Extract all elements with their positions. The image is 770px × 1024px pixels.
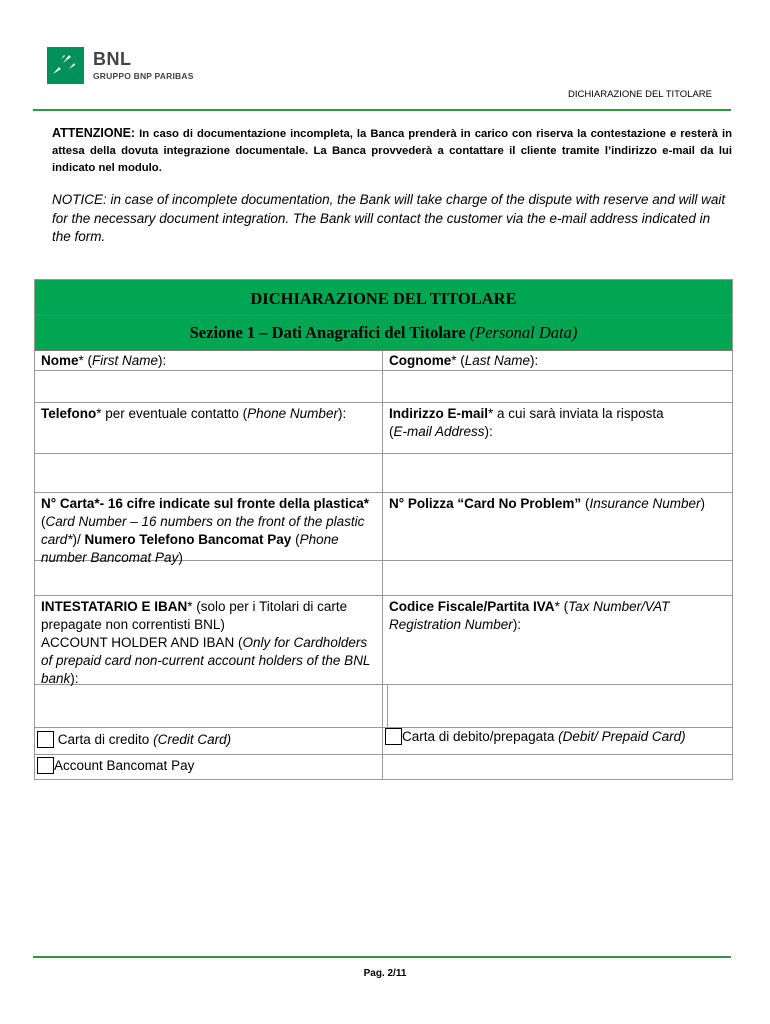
credit-card-checkbox[interactable]	[37, 731, 54, 748]
brand-name: BNL	[93, 49, 132, 69]
attention-label: ATTENZIONE:	[52, 126, 136, 140]
section-title-text: Sezione 1 – Dati Anagrafici del Titolare	[189, 323, 466, 342]
phone-input[interactable]	[35, 454, 383, 492]
bancomat-pay-checkbox[interactable]	[37, 757, 54, 774]
section-title	[35, 316, 732, 351]
iban-input[interactable]	[35, 685, 383, 727]
tax-number-input[interactable]	[387, 685, 732, 727]
email-input[interactable]	[383, 454, 732, 492]
insurance-number-label: N° Polizza “Card No Problem” (Insurance Number)	[389, 496, 705, 511]
empty-cell	[383, 755, 732, 779]
attention-text: In caso di documentazione incompleta, la Banca prenderà in carico con riserva la contestazione e resterà in attesa della dovuta integrazione documentale. La Banca provvederà a contattare il cliente tramite l’indirizzo e-mail da lui indicato nel modulo.	[52, 128, 732, 174]
card-number-label: N° Carta*- 16 cifre indicate sul fronte della plastica* (Card Number – 16 numbers on the front of the plastic card*)/ Numero Telefono Bancomat Pay (Phone number Bancomat Pay)	[35, 493, 383, 560]
email-label: Indirizzo E-mail* a cui sarà inviata la risposta (E-mail Address):	[389, 406, 664, 439]
card-number-input[interactable]	[35, 561, 383, 595]
bnl-logo-icon	[47, 47, 84, 84]
iban-label: INTESTATARIO E IBAN* (solo per i Titolari di carte prepagate non correntisti BNL) ACCOUNT HOLDER AND IBAN (Only for Cardholders of prepaid card non-current account holders of the BNL bank):	[35, 596, 383, 684]
credit-card-option: Carta di credito (Credit Card)	[35, 728, 383, 754]
section-subtitle: (Personal Data)	[469, 323, 578, 342]
last-name-label: Cognome* (Last Name):	[389, 353, 539, 368]
form-title: DICHIARAZIONE DEL TITOLARE	[35, 280, 732, 316]
insurance-number-input[interactable]	[383, 561, 732, 595]
first-name-input[interactable]	[35, 371, 383, 402]
holder-declaration-form	[34, 279, 733, 780]
notice-paragraph: NOTICE: in case of incomplete documentation, the Bank will take charge of the dispute with reserve and will wait for the necessary document integration. The Bank will contact the customer via the e-mail address indicated in the form.	[52, 192, 726, 244]
attention-paragraph	[52, 125, 732, 177]
footer-rule	[33, 956, 731, 958]
first-name-label: Nome* (First Name):	[35, 351, 383, 370]
tax-number-label: Codice Fiscale/Partita IVA* (Tax Number/VAT Registration Number):	[389, 599, 670, 632]
debit-card-checkbox[interactable]	[385, 728, 402, 745]
last-name-input[interactable]	[383, 371, 732, 402]
doc-title: DICHIARAZIONE DEL TITOLARE	[568, 89, 712, 100]
phone-label: Telefono* per eventuale contatto (Phone Number):	[35, 403, 383, 453]
header-rule	[33, 109, 731, 111]
brand-group: GRUPPO BNP PARIBAS	[93, 71, 194, 81]
debit-card-option: Carta di debito/prepagata (Debit/ Prepaid Card)	[383, 728, 732, 754]
page-number: Pag. 2/11	[363, 968, 407, 979]
bancomat-pay-option: Account Bancomat Pay	[35, 755, 383, 779]
